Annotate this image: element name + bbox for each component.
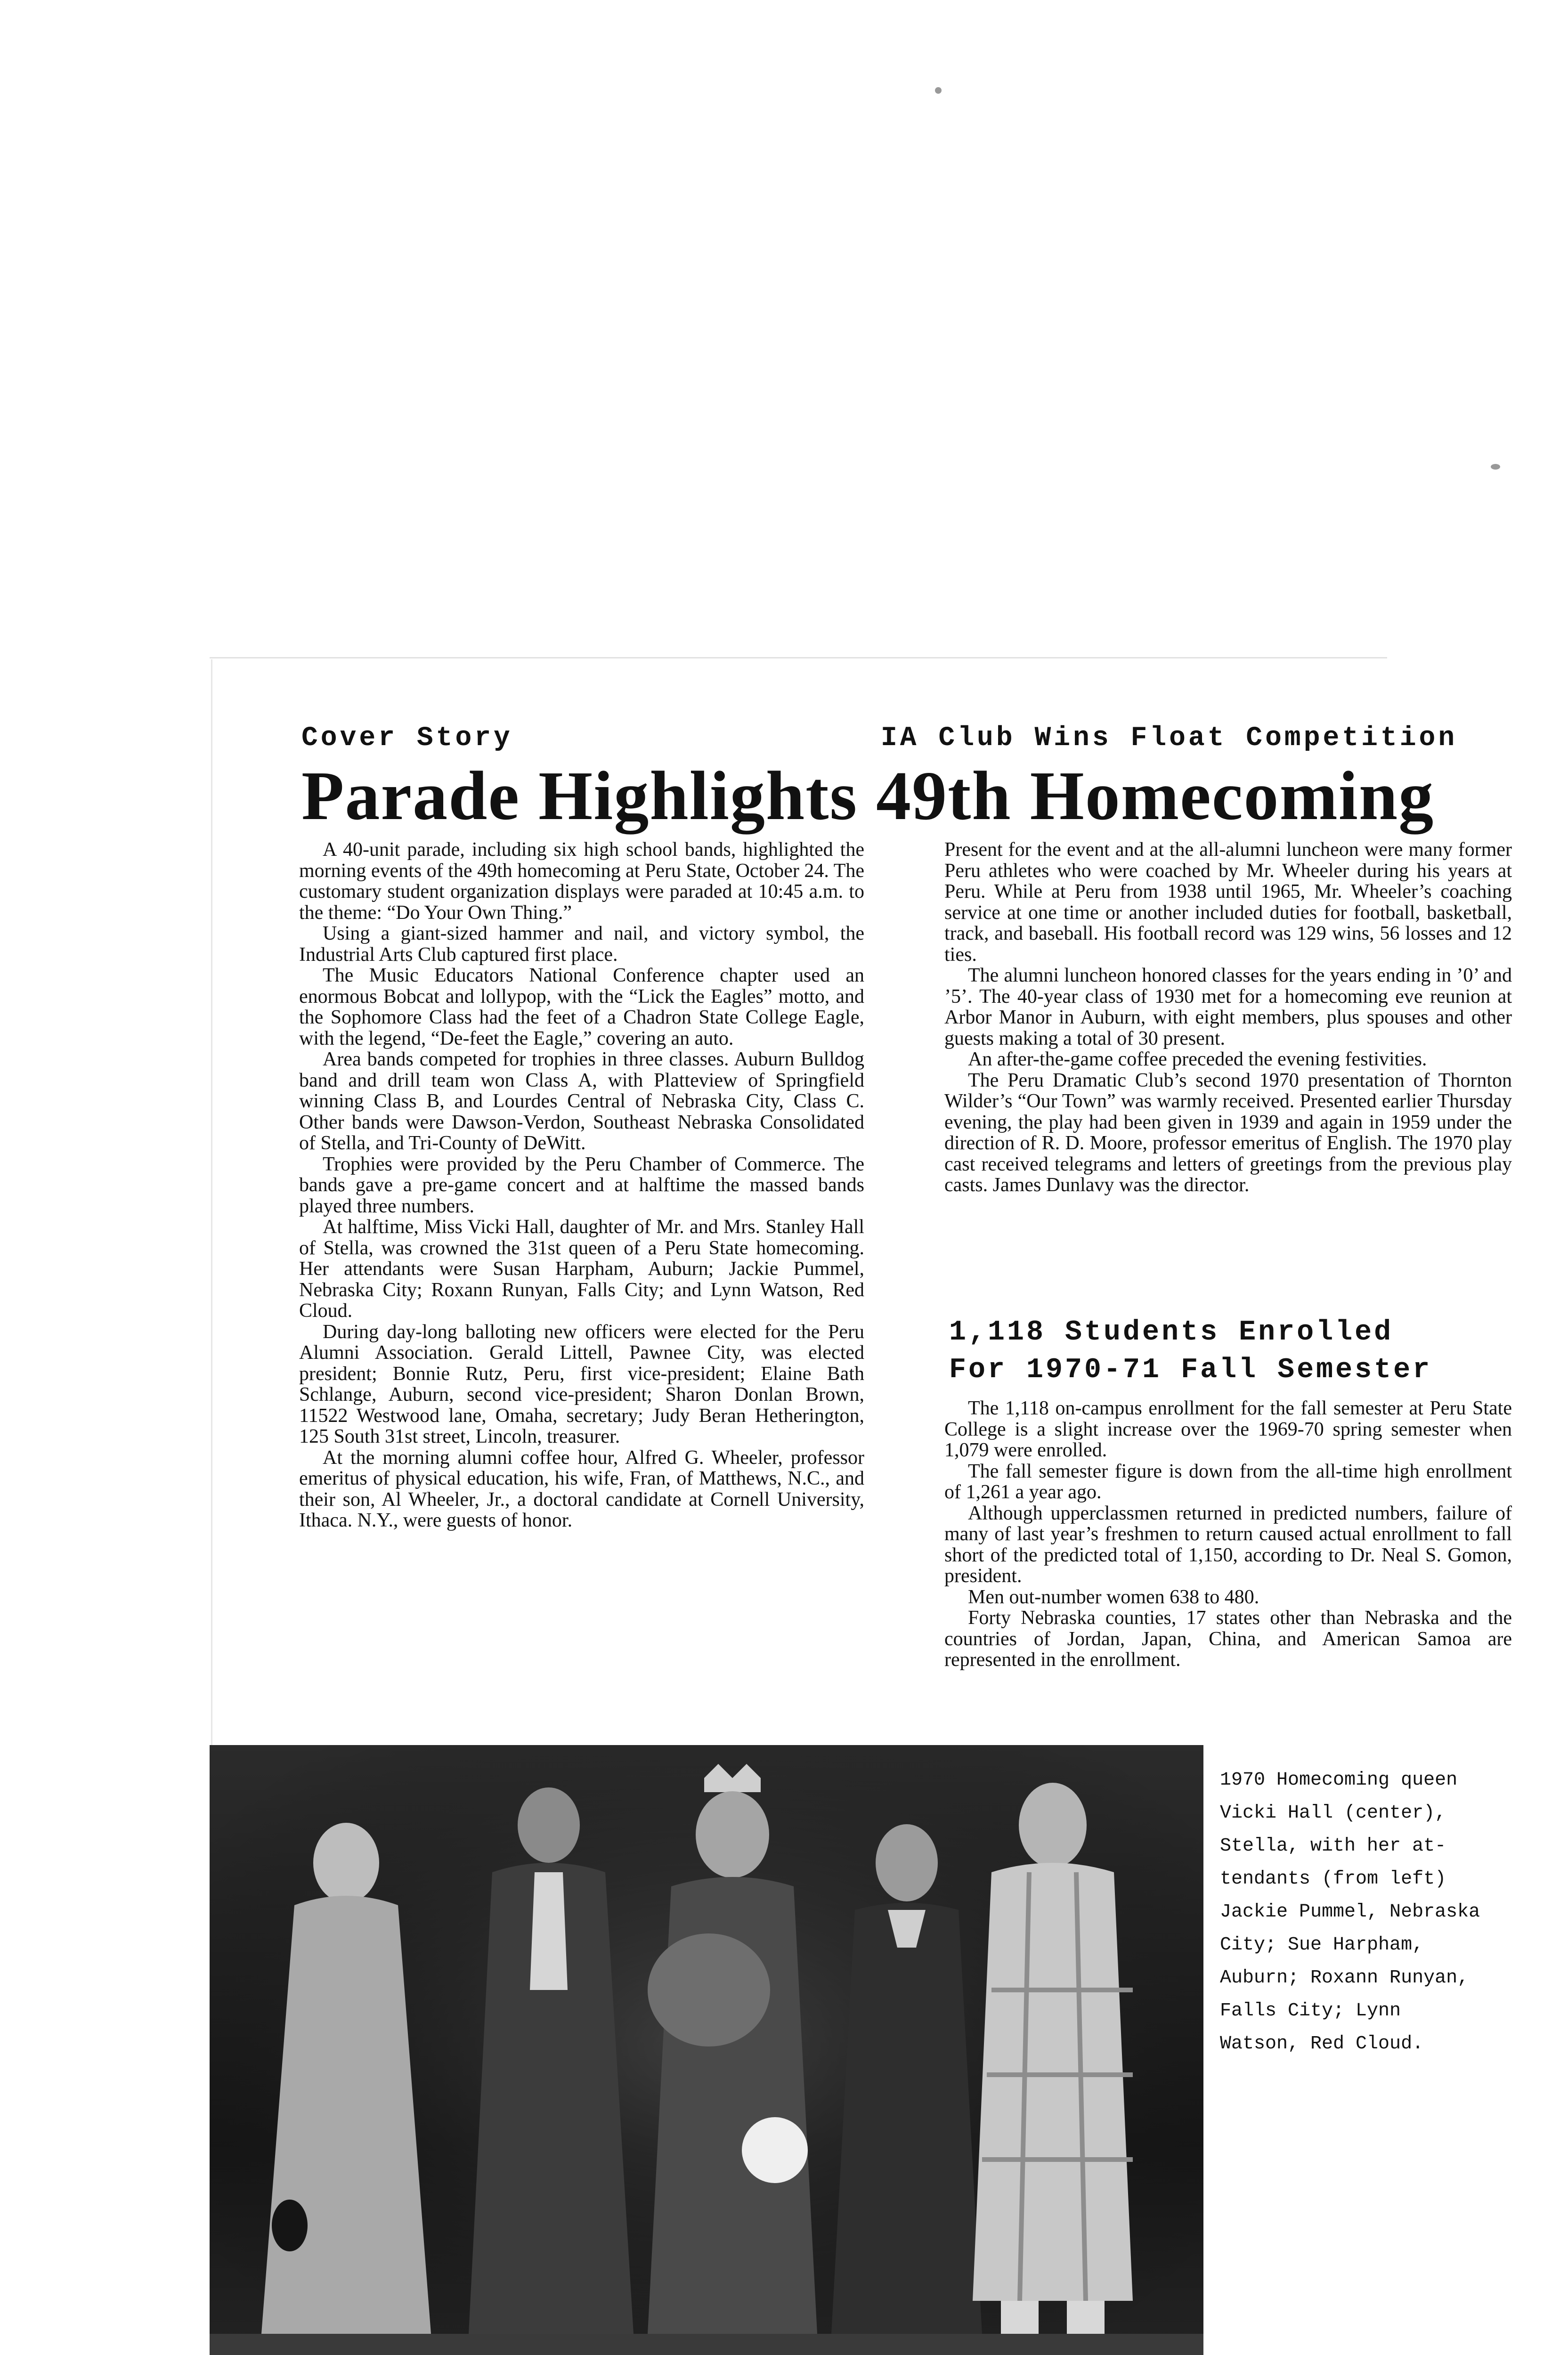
article-paragraph: At halftime, Miss Vicki Hall, daughter of Mr. and Mrs. Stanley Hall of Stella, was crowned the 31st queen of a Peru State homecoming. Her attendants were Susan Harpham, Auburn; Jackie Pummel, Nebraska City; Roxann Runyan, Falls City; and Lynn Watson, Red Cloud. xyxy=(299,1216,864,1322)
article-paragraph: The alumni luncheon honored classes for the years ending in ’0’ and ’5’. The 40-year class of 1930 met for a homecoming eve reunion at Arbor Manor in Auburn, with eight members, plus spouses and other guests making a total of 30 present. xyxy=(944,965,1512,1049)
kicker-ia-club: IA Club Wins Float Competition xyxy=(881,723,1458,754)
article-paragraph: A 40-unit parade, including six high school bands, highlighted the morning events of the 49th homecoming at Peru State, October 24. The customary student organization displays were paraded at 10:45 a.m. to the theme: “Do Your Own Thing.” xyxy=(299,839,864,924)
article-paragraph: Using a giant-sized hammer and nail, and victory symbol, the Industrial Arts Club captured first place. xyxy=(299,923,864,966)
right-article-column xyxy=(944,839,1512,1196)
left-article-column xyxy=(299,839,864,1531)
article-paragraph: Although upperclassmen returned in predicted numbers, failure of many of last year’s freshmen to return caused actual enrollment to fall short of the predicted total of 1,150, according to Dr. Neal S. Gomon, president. xyxy=(944,1502,1512,1587)
enrollment-article xyxy=(944,1398,1512,1671)
photo-illustration xyxy=(210,1745,1203,2355)
article-paragraph: The Music Educators National Conference chapter used an enormous Bobcat and lollypop, with the “Lick the Eagles” motto, and the Sophomore Class had the feet of a Chadron State College Eagle, with the legend, “De-feet the Eagle,” covering an auto. xyxy=(299,965,864,1049)
article-paragraph: At the morning alumni coffee hour, Alfred G. Wheeler, professor emeritus of physical education, his wife, Fran, of Matthews, N.C., and their son, Al Wheeler, Jr., a doctoral candidate at Cornell University, Ithaca. N.Y., were guests of honor. xyxy=(299,1446,864,1531)
scan-speck xyxy=(1491,464,1500,470)
article-paragraph: The fall semester figure is down from the all-time high enrollment of 1,261 a year ago. xyxy=(944,1460,1512,1503)
enrollment-headline-line-1: 1,118 Students Enrolled xyxy=(949,1316,1394,1348)
page-headline: Parade Highlights 49th Homecoming xyxy=(301,757,1435,835)
article-paragraph: The 1,118 on-campus enrollment for the fall semester at Peru State College is a slight increase over the 1969-70 spring semester when 1,079 were enrolled. xyxy=(944,1397,1512,1461)
photo-caption: 1970 Homecoming queen Vicki Hall (center), Stella, with her at- tendants (from left) Jackie Pummel, Nebraska City; Sue Harpham, Auburn; Roxann Runyan, Falls City; Lynn Watson, Red Cloud. xyxy=(1220,1770,1480,2055)
homecoming-court-photo xyxy=(210,1745,1203,2355)
article-paragraph: During day-long balloting new officers were elected for the Peru Alumni Association. Gerald Littell, Pawnee City, was elected president; Bonnie Rutz, Peru, first vice-president; Elaine Bath Schlange, Auburn, second vice-president; Sharon Donlan Brown, 11522 Westwood lane, Omaha, secretary; Judy Beran Hetherington, 125 South 31st street, Lincoln, treasurer. xyxy=(299,1321,864,1447)
article-paragraph: Forty Nebraska counties, 17 states other than Nebraska and the countries of Jordan, Japan, China, and American Samoa are represented in the enrollment. xyxy=(944,1607,1512,1671)
kicker-cover-story: Cover Story xyxy=(301,723,513,754)
article-paragraph: Area bands competed for trophies in three classes. Auburn Bulldog band and drill team won Class A, with Platteview of Springfield winning Class B, and Lourdes Central of Nebraska City, Class C. Other bands were Dawson-Verdon, Southeast Nebraska Consolidated of Stella, and Tri-County of DeWitt. xyxy=(299,1048,864,1154)
article-paragraph: The Peru Dramatic Club’s second 1970 presentation of Thornton Wilder’s “Our Town” was warmly received. Presented earlier Thursday evening, the play had been given in 1939 and again in 1959 under the direction of R. D. Moore, professor emeritus of English. The 1970 play cast received telegrams and letters of greetings from the previous play casts. James Dunlavy was the director. xyxy=(944,1069,1512,1196)
scan-margin-rule xyxy=(210,657,1387,658)
article-paragraph: Men out-number women 638 to 480. xyxy=(968,1586,1259,1608)
article-paragraph: Present for the event and at the all-alumni luncheon were many former Peru athletes who were coached by Mr. Wheeler during his years at Peru. While at Peru from 1938 until 1965, Mr. Wheeler’s coaching service at one time or another included duties for football, basketball, track, and baseball. His football record was 129 wins, 56 losses and 12 ties. xyxy=(944,839,1512,966)
scan-speck xyxy=(935,87,942,94)
article-paragraph: Trophies were provided by the Peru Chamber of Commerce. The bands gave a pre-game concert and at halftime the massed bands played three numbers. xyxy=(299,1153,864,1217)
article-paragraph: An after-the-game coffee preceded the evening festivities. xyxy=(968,1048,1427,1070)
enrollment-headline-line-2: For 1970-71 Fall Semester xyxy=(949,1354,1432,1386)
scan-left-edge xyxy=(211,659,212,1790)
